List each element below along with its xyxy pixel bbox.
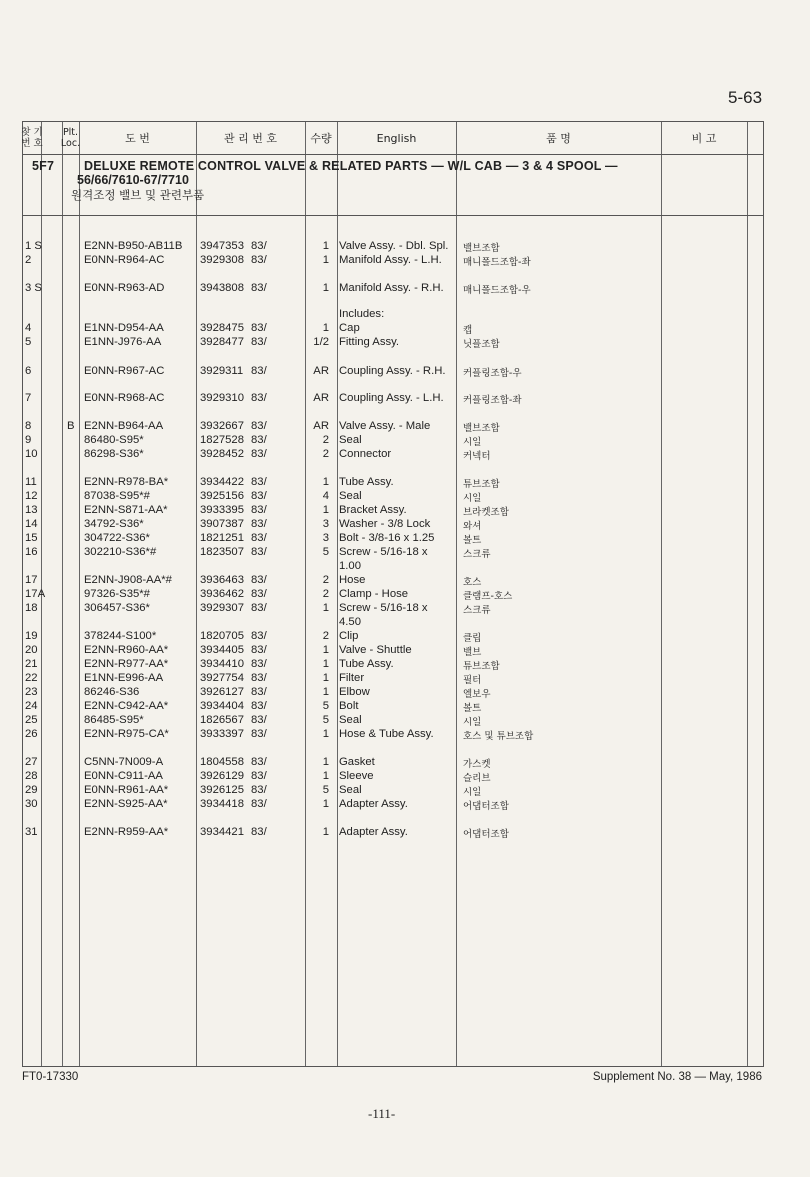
cell-kor: 튜브조합 (463, 479, 500, 490)
cell-kor: 클램프-호스 (463, 591, 513, 602)
cell-fig: 27 (25, 756, 38, 768)
cell-mgmt: 1827528 (200, 434, 244, 446)
cell-part: E0NN-C911-AA (84, 770, 163, 782)
cell-eng: Screw - 5/16-18 x (339, 602, 428, 614)
cell-yr: 83/ (251, 434, 267, 446)
cell-part: E2NN-B950-AB11B (84, 240, 183, 252)
cell-kor: 브라켓조합 (463, 507, 509, 518)
cell-yr: 83/ (251, 686, 267, 698)
cell-qty: 1 (322, 658, 329, 670)
cell-part: E0NN-R964-AC (84, 254, 165, 266)
cell-part: 97326-S35*# (84, 588, 150, 600)
cell-yr: 83/ (251, 588, 267, 600)
cell-eng: Seal (339, 784, 362, 796)
cell-qty: AR (313, 420, 329, 432)
cell-qty: 1 (322, 826, 329, 838)
cell-yr: 83/ (251, 336, 267, 348)
cell-part: 86298-S36* (84, 448, 144, 460)
cell-eng: Connector (339, 448, 392, 460)
cell-fig: 29 (25, 784, 38, 796)
cell-part: E1NN-D954-AA (84, 322, 164, 334)
cell-eng: Hose & Tube Assy. (339, 728, 434, 740)
cell-yr: 83/ (251, 728, 267, 740)
cell-qty: 1 (322, 756, 329, 768)
cell-fig: 19 (25, 630, 38, 642)
header-fig-no: 찾 기 번 호 (21, 127, 43, 149)
cell-yr: 83/ (251, 490, 267, 502)
cell-fig: 15 (25, 532, 38, 544)
cell-mgmt: 3932667 (200, 420, 244, 432)
cell-kor: 어댑터조합 (463, 829, 509, 840)
cell-fig: 4 (25, 322, 32, 334)
cell-kor: 스크류 (463, 549, 491, 560)
cell-mgmt: 3907387 (200, 518, 244, 530)
cell-yr: 83/ (251, 365, 267, 377)
cell-eng: Adapter Assy. (339, 798, 408, 810)
header-plant-loc: Plt. Loc. (60, 127, 81, 149)
cell-fig: 11 (25, 476, 37, 488)
cell-mgmt: 3929307 (200, 602, 244, 614)
cell-kor: 커플링조합-우 (463, 368, 522, 379)
cell-qty: 3 (322, 518, 329, 530)
cell-mgmt: 3925156 (200, 490, 244, 502)
cell-fig: 26 (25, 728, 38, 740)
cell-part: E2NN-J908-AA*# (84, 574, 172, 586)
cell-qty: 1 (322, 476, 329, 488)
cell-kor: 매니폴드조합-우 (463, 285, 531, 296)
cell-eng: Seal (339, 490, 362, 502)
cell-qty: 1 (322, 672, 329, 684)
divider (456, 122, 457, 1066)
cell-qty: 5 (322, 700, 329, 712)
cell-yr: 83/ (251, 672, 267, 684)
cell-mgmt: 3934422 (200, 476, 244, 488)
cell-part: 306457-S36* (84, 602, 150, 614)
cell-part: E2NN-B964-AA (84, 420, 164, 432)
header-korean: 품 명 (546, 131, 571, 145)
cell-part: 86246-S36 (84, 686, 140, 698)
cell-mgmt: 3926129 (200, 770, 244, 782)
cell-kor: 튜브조합 (463, 661, 500, 672)
header-english: English (376, 131, 417, 145)
cell-part: 86480-S95* (84, 434, 144, 446)
cell-part: E0NN-R963-AD (84, 282, 165, 294)
cell-part: E2NN-R960-AA* (84, 644, 169, 656)
cell-kor: 슬리브 (463, 773, 491, 784)
cell-qty: 2 (322, 448, 329, 460)
cell-fig: 6 (25, 365, 32, 377)
cell-eng: Elbow (339, 686, 370, 698)
cell-eng: Valve Assy. - Dbl. Spl. (339, 240, 449, 252)
section-models: 56/66/7610-67/7710 (77, 173, 189, 187)
cell-part: E2NN-C942-AA* (84, 700, 169, 712)
cell-yr: 83/ (251, 518, 267, 530)
cell-fig: 25 (25, 714, 38, 726)
divider (661, 122, 662, 1066)
cell-eng: Tube Assy. (339, 476, 394, 488)
cell-qty: AR (313, 365, 329, 377)
cell-eng: Adapter Assy. (339, 826, 408, 838)
cell-eng: Tube Assy. (339, 658, 394, 670)
cell-mgmt: 3933395 (200, 504, 244, 516)
cell-eng: Clip (339, 630, 359, 642)
cell-mgmt: 3947353 (200, 240, 244, 252)
cell-part: 34792-S36* (84, 518, 144, 530)
cell-yr: 83/ (251, 784, 267, 796)
divider (23, 154, 763, 155)
cell-fig: 23 (25, 686, 38, 698)
cell-qty: 4 (322, 490, 329, 502)
cell-part: 304722-S36* (84, 532, 150, 544)
cell-yr: 83/ (251, 756, 267, 768)
cell-qty: 5 (322, 784, 329, 796)
cell-eng: Seal (339, 434, 362, 446)
cell-fig: 20 (25, 644, 38, 656)
cell-eng: Filter (339, 672, 365, 684)
cell-eng: Includes: (339, 308, 385, 320)
cell-fig: 3 S (25, 282, 42, 294)
cell-qty: 1 (322, 686, 329, 698)
cell-eng: Gasket (339, 756, 375, 768)
cell-eng: Hose (339, 574, 366, 586)
cell-fig: 17 (25, 574, 38, 586)
cell-yr: 83/ (251, 532, 267, 544)
cell-qty: 5 (322, 714, 329, 726)
cell-fig: 14 (25, 518, 38, 530)
cell-eng: Sleeve (339, 770, 374, 782)
cell-fig: 10 (25, 448, 38, 460)
cell-kor: 클립 (463, 633, 482, 644)
cell-yr: 83/ (251, 658, 267, 670)
cell-mgmt: 3934405 (200, 644, 244, 656)
cell-fig: 9 (25, 434, 32, 446)
cell-eng: Seal (339, 714, 362, 726)
cell-yr: 83/ (251, 282, 267, 294)
cell-part: 86485-S95* (84, 714, 144, 726)
cell-mgmt: 3928475 (200, 322, 244, 334)
cell-fig: 30 (25, 798, 38, 810)
cell-mgmt: 3934410 (200, 658, 244, 670)
cell-yr: 83/ (251, 798, 267, 810)
cell-qty: 1 (322, 240, 329, 252)
cell-part: 378244-S100* (84, 630, 157, 642)
cell-mgmt: 3934404 (200, 700, 244, 712)
cell-yr: 83/ (251, 476, 267, 488)
section-title (32, 159, 618, 173)
cell-mgmt: 1823507 (200, 546, 244, 558)
divider (23, 215, 763, 216)
cell-mgmt: 3936463 (200, 574, 244, 586)
cell-kor: 볼트 (463, 703, 482, 714)
divider (196, 122, 197, 1066)
cell-yr: 83/ (251, 322, 267, 334)
cell-kor: 캡 (463, 325, 473, 336)
cell-fig: 13 (25, 504, 38, 516)
parts-table (22, 121, 764, 1067)
cell-fig: 28 (25, 770, 38, 782)
cell-qty: 1 (322, 282, 329, 294)
divider (79, 122, 80, 1066)
cell-mgmt: 3934418 (200, 798, 244, 810)
cell-kor: 엘보우 (463, 689, 491, 700)
cell-qty: 2 (322, 574, 329, 586)
cell-kor: 커넥터 (463, 451, 491, 462)
cell-part: E1NN-J976-AA (84, 336, 162, 348)
cell-yr: 83/ (251, 826, 267, 838)
cell-mgmt: 3929310 (200, 392, 244, 404)
cell-kor: 시일 (463, 437, 482, 448)
cell-kor: 볼트 (463, 535, 482, 546)
divider (337, 122, 338, 1066)
cell-part: E0NN-R961-AA* (84, 784, 169, 796)
cell-eng: Washer - 3/8 Lock (339, 518, 431, 530)
cell-eng: 4.50 (339, 616, 361, 628)
cell-qty: 1 (322, 798, 329, 810)
cell-qty: 1/2 (313, 336, 329, 348)
cell-mgmt: 3927754 (200, 672, 244, 684)
cell-part: E0NN-R967-AC (84, 365, 165, 377)
cell-qty: 3 (322, 532, 329, 544)
section-korean-title: 원격조정 밸브 및 관련부품 (71, 188, 205, 202)
cell-mgmt: 1821251 (200, 532, 244, 544)
cell-part: 87038-S95*# (84, 490, 150, 502)
page-number: 5-63 (728, 88, 763, 107)
cell-kor: 매니폴드조합-좌 (463, 257, 531, 268)
cell-kor: 어댑터조합 (463, 801, 509, 812)
cell-qty: 2 (322, 434, 329, 446)
cell-yr: 83/ (251, 630, 267, 642)
cell-eng: 1.00 (339, 560, 361, 572)
header-mgmt-number: 관 리 번 호 (224, 131, 277, 145)
cell-qty: 2 (322, 630, 329, 642)
cell-eng: Bolt (339, 700, 359, 712)
cell-mgmt: 1826567 (200, 714, 244, 726)
cell-eng: Clamp - Hose (339, 588, 409, 600)
cell-mgmt: 3926127 (200, 686, 244, 698)
header-part-number: 도 번 (125, 131, 150, 145)
cell-yr: 83/ (251, 240, 267, 252)
cell-eng: Manifold Assy. - L.H. (339, 254, 442, 266)
cell-fig: 24 (25, 700, 38, 712)
cell-yr: 83/ (251, 770, 267, 782)
cell-yr: 83/ (251, 700, 267, 712)
cell-qty: 5 (322, 546, 329, 558)
cell-eng: Coupling Assy. - L.H. (339, 392, 444, 404)
cell-fig: 17A (25, 588, 46, 600)
cell-yr: 83/ (251, 644, 267, 656)
cell-kor: 스크류 (463, 605, 491, 616)
cell-part: C5NN-7N009-A (84, 756, 164, 768)
divider (747, 122, 748, 1066)
cell-kor: 호스 (463, 577, 482, 588)
cell-part: 302210-S36*# (84, 546, 157, 558)
cell-eng: Screw - 5/16-18 x (339, 546, 428, 558)
cell-mgmt: 3928452 (200, 448, 244, 460)
cell-mgmt: 1804558 (200, 756, 244, 768)
cell-kor: 필터 (463, 675, 482, 686)
cell-mgmt: 3934421 (200, 826, 244, 838)
cell-fig: 12 (25, 490, 38, 502)
cell-part: E0NN-R968-AC (84, 392, 165, 404)
cell-mgmt: 3943808 (200, 282, 244, 294)
cell-fig: 31 (25, 826, 38, 838)
cell-kor: 밸브조합 (463, 243, 500, 254)
cell-qty: 1 (322, 322, 329, 334)
cell-qty: 1 (322, 770, 329, 782)
cell-kor: 시일 (463, 717, 482, 728)
cell-yr: 83/ (251, 254, 267, 266)
cell-mgmt: 3929308 (200, 254, 244, 266)
cell-fig: 5 (25, 336, 32, 348)
cell-fig: 2 (25, 254, 32, 266)
cell-yr: 83/ (251, 714, 267, 726)
cell-part: E1NN-E996-AA (84, 672, 164, 684)
cell-eng: Cap (339, 322, 360, 334)
cell-qty: 1 (322, 602, 329, 614)
cell-fig: 21 (25, 658, 38, 670)
cell-qty: 1 (322, 254, 329, 266)
cell-kor: 호스 및 튜브조합 (463, 731, 534, 742)
cell-fig: 16 (25, 546, 38, 558)
cell-loc: B (67, 420, 75, 432)
cell-yr: 83/ (251, 392, 267, 404)
cell-mgmt: 3926125 (200, 784, 244, 796)
cell-fig: 8 (25, 420, 32, 432)
cell-part: E2NN-R959-AA* (84, 826, 169, 838)
form-number: FT0-17330 (22, 1071, 79, 1083)
cell-eng: Valve - Shuttle (339, 644, 412, 656)
cell-kor: 커플링조합-좌 (463, 395, 522, 406)
header-qty: 수량 (310, 131, 332, 145)
cell-mgmt: 1820705 (200, 630, 244, 642)
cell-part: E2NN-S871-AA* (84, 504, 168, 516)
cell-fig: 18 (25, 602, 38, 614)
cell-kor: 시일 (463, 787, 482, 798)
cell-yr: 83/ (251, 602, 267, 614)
cell-kor: 밸브 (463, 647, 482, 658)
section-code: 5F7 (32, 159, 55, 173)
page-footer-number: -111- (368, 1106, 396, 1121)
cell-part: E2NN-R975-CA* (84, 728, 169, 740)
cell-eng: Coupling Assy. - R.H. (339, 365, 446, 377)
cell-qty: AR (313, 392, 329, 404)
cell-mgmt: 3936462 (200, 588, 244, 600)
cell-qty: 1 (322, 644, 329, 656)
cell-part: E2NN-S925-AA* (84, 798, 168, 810)
cell-qty: 1 (322, 504, 329, 516)
divider (62, 122, 63, 1066)
cell-part: E2NN-R977-AA* (84, 658, 169, 670)
cell-mgmt: 3933397 (200, 728, 244, 740)
cell-qty: 2 (322, 588, 329, 600)
cell-kor: 밸브조합 (463, 423, 500, 434)
cell-yr: 83/ (251, 448, 267, 460)
cell-qty: 1 (322, 728, 329, 740)
cell-mgmt: 3929311 (200, 365, 244, 377)
header-remarks: 비 고 (691, 131, 717, 145)
supplement-note: Supplement No. 38 — May, 1986 (592, 1071, 762, 1083)
cell-fig: 7 (25, 392, 32, 404)
cell-fig: 1 S (25, 240, 42, 252)
cell-eng: Bolt - 3/8-16 x 1.25 (339, 532, 435, 544)
cell-kor: 시일 (463, 493, 482, 504)
cell-eng: Valve Assy. - Male (339, 420, 431, 432)
cell-kor: 닛플조합 (463, 339, 500, 350)
cell-part: E2NN-R978-BA* (84, 476, 169, 488)
cell-eng: Bracket Assy. (339, 504, 407, 516)
cell-fig: 22 (25, 672, 38, 684)
cell-yr: 83/ (251, 504, 267, 516)
cell-eng: Fitting Assy. (339, 336, 400, 348)
cell-yr: 83/ (251, 420, 267, 432)
cell-kor: 와셔 (463, 521, 482, 532)
cell-eng: Manifold Assy. - R.H. (339, 282, 444, 294)
cell-kor: 가스켓 (463, 759, 491, 770)
cell-mgmt: 3928477 (200, 336, 244, 348)
cell-yr: 83/ (251, 574, 267, 586)
cell-yr: 83/ (251, 546, 267, 558)
section-heading: DELUXE REMOTE CONTROL VALVE & RELATED PARTS — W/L CAB — 3 & 4 SPOOL — (84, 159, 618, 173)
